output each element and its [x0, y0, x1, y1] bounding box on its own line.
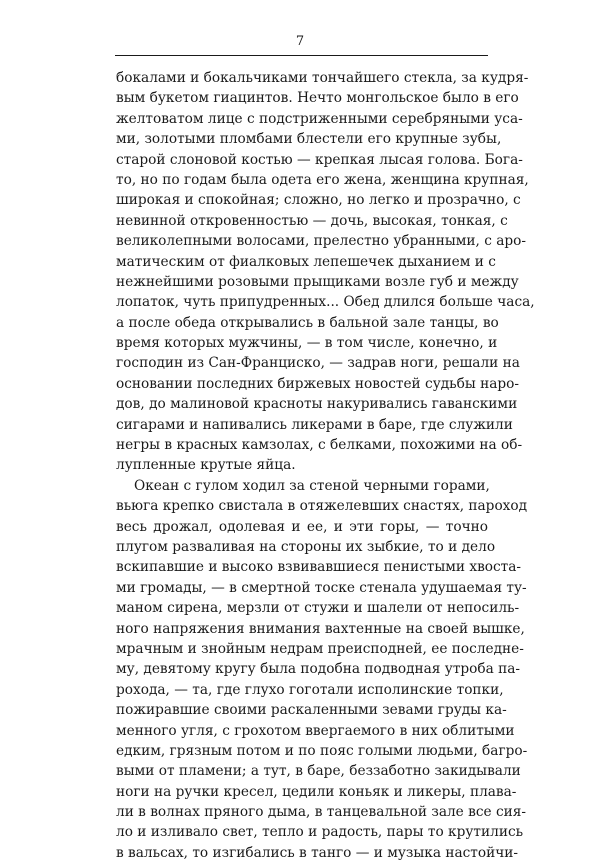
text-line: а после обеда открывались в бальной зале танцы, во [116, 314, 499, 331]
text-line: му, девятому кругу была подобна подводная утроба па- [116, 661, 521, 678]
text-line: рохода, — та, где глухо гоготали исполинские топки, [116, 681, 504, 698]
text-line: ло и изливало свет, тепло и радость, пары то крутились [116, 824, 524, 841]
text-line: лупленные крутые яйца. [116, 457, 296, 474]
text-line: сигарами и напивались ликерами в баре, где служили [116, 416, 513, 433]
text-line: мрачным и знойным недрам преисподней, ее последне- [116, 640, 524, 657]
text-line: то, но по годам была одета его жена, женщина крупная, [116, 171, 529, 188]
text-line: менного угля, с грохотом ввергаемого в них облитыми [116, 722, 515, 739]
text-line: дов, до малиновой красноты накуривались гаванскими [116, 396, 518, 413]
text-line: время которых мужчины, — в том числе, конечно, и [116, 335, 498, 352]
text-line: вскипавшие и высоко взвивавшиеся пенистыми хвоста- [116, 559, 522, 576]
text-line: в вальсах, то изгибались в танго — и музыка настойчи- [116, 844, 519, 861]
text-line: желтоватом лице с подстриженными серебряными уса- [116, 110, 523, 127]
text-line: лопаток, чуть припудренных... Обед длился больше часа, [116, 294, 535, 311]
paragraph [116, 476, 528, 863]
text-line: маном сирена, мерзли от стужи и шалели от непосиль- [116, 600, 520, 617]
text-line: вьюга крепко свистала в отяжелевших снастях, пароход [116, 498, 528, 515]
page-number: 7 [295, 34, 305, 49]
text-line: господин из Сан-Франциско, — задрав ноги, решали на [116, 355, 520, 372]
text-line: выми от пламени; а тут, в баре, беззаботно закидывали [116, 763, 521, 780]
text-line: невинной откровенностью — дочь, высокая, тонкая, с [116, 212, 508, 229]
text-line: негры в красных камзолах, с белками, похожими на об- [116, 437, 523, 454]
text-line: ного напряжения внимания вахтенные на своей вышке, [116, 620, 525, 637]
text-line: ноги на ручки кресел, цедили коньяк и ликеры, плава- [116, 783, 517, 800]
header-rule [115, 55, 488, 56]
text-line: весь дрожал, одолевая и ее, и эти горы, — точно [116, 518, 488, 535]
text-line: плугом разваливая на стороны их зыбкие, то и дело [116, 538, 496, 555]
text-line: основании последних биржевых новостей судьбы наро- [116, 375, 520, 392]
text-line: матическим от фиалковых лепешечек дыханием и с [116, 253, 496, 270]
text-line: великолепными волосами, прелестно убранными, с аро- [116, 233, 527, 250]
text-line: бокалами и бокальчиками тончайшего стекла, за кудря- [116, 70, 529, 86]
text-line: широкая и спокойная; сложно, но легко и прозрачно, с [116, 192, 521, 209]
text-line: нежнейшими розовыми прыщиками возле губ и между [116, 273, 519, 290]
text-line: вым букетом гиацинтов. Нечто монгольское было в его [116, 90, 519, 107]
text-line: ми громады, — в смертной тоске стенала удушаемая ту- [116, 579, 527, 596]
text-line: старой слоновой костью — крепкая лысая голова. Бога- [116, 151, 523, 168]
body-text [116, 68, 535, 863]
text-line: Океан с гулом ходил за стеной черными горами, [134, 477, 490, 494]
text-line: едким, грязным потом и по пояс голыми людьми, багро- [116, 742, 528, 759]
text-line: пожиравшие своими раскаленными зевами груды ка- [116, 702, 507, 719]
text-line: ми, золотыми пломбами блестели его крупные зубы, [116, 131, 502, 148]
paragraph [116, 68, 535, 476]
text-line: ли в волнах пряного дыма, в танцевальной зале все сия- [116, 804, 527, 821]
